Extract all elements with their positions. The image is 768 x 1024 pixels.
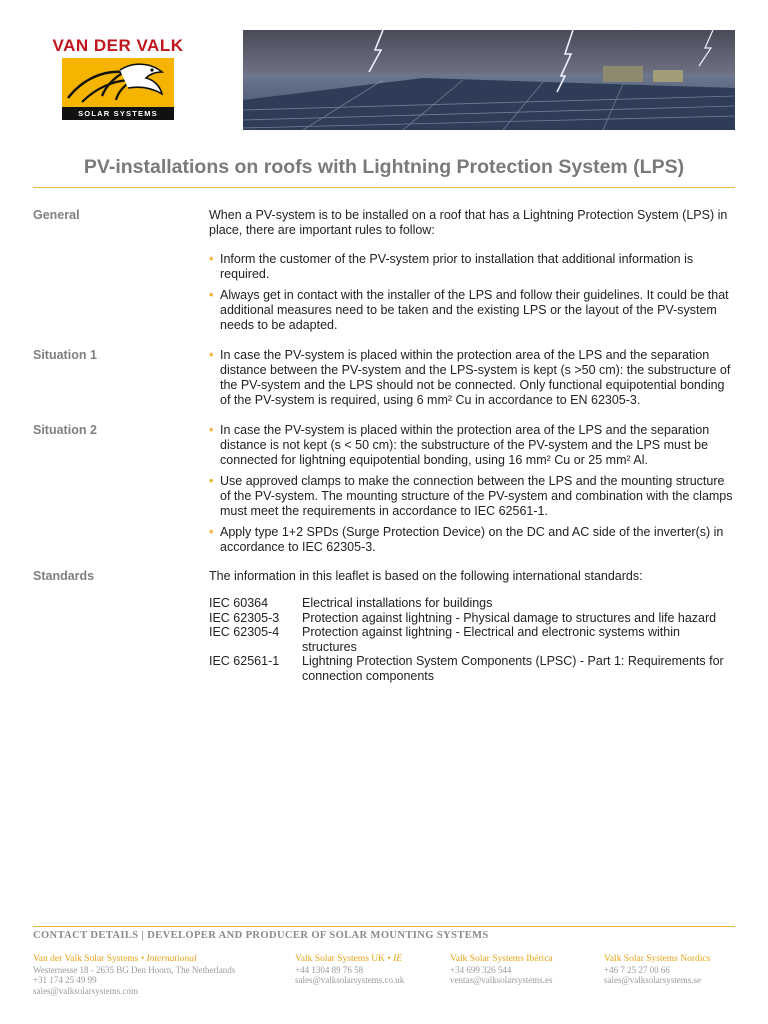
footer-heading: CONTACT DETAILS | DEVELOPER AND PRODUCER OF SOLAR MOUNTING SYSTEMS (33, 930, 489, 941)
footer-divider (33, 926, 735, 927)
table-row: IEC 62561-1 Lightning Protection System Components (LPSC) - Part 1: Requirements for connection components (209, 654, 724, 683)
contact-name: Valk Solar Systems UK (295, 954, 385, 964)
section-standards (209, 569, 737, 683)
eagle-emblem (62, 58, 174, 108)
logo-subtitle: SOLAR SYSTEMS (62, 107, 174, 120)
general-bullet-list (209, 252, 737, 333)
logo-wordmark: VAN DER VALK (52, 36, 184, 55)
contact-address: Westernesse 18 - 2635 BG Den Hoorn, The Netherlands (33, 964, 236, 975)
list-item: • Inform the customer of the PV-system prior to installation that additional information is required. (209, 252, 694, 281)
title-divider (33, 187, 735, 188)
table-row: IEC 62305-4 Protection against lightning - Electrical and electronic systems within structures (209, 625, 680, 654)
contact-nordics (604, 954, 744, 986)
contact-phone: +46 7 25 27 00 66 (604, 964, 670, 975)
list-item: • Apply type 1+2 SPDs (Surge Protection Device) on the DC and AC side of the inverter(s) in accordance to IEC 62305-3. (209, 525, 724, 554)
situation-1-bullet-list (209, 348, 737, 408)
list-item: • In case the PV-system is placed within the protection area of the LPS and the separation distance between the PV-system and the LPS-system is kept (s >50 cm): the substructure of the PV-system and the LPS should not be connected. Only functional equipotential bonding of the PV-system is required, using 6 mm² Cu in accordance to EN 62305-3. (209, 348, 731, 407)
standards-table (209, 596, 737, 683)
contact-uk: Valk Solar Systems UK • IE +44 1304 89 76 58 sales@valksolarsystems.co.uk (295, 954, 445, 986)
contact-iberica (450, 954, 600, 986)
contact-email[interactable]: ventas@valksolarsystems.es (450, 975, 553, 985)
situation-2-bullet-list (209, 423, 737, 555)
list-item: • Use approved clamps to make the connection between the LPS and the mounting structure of the PV-system. The mounting structure of the PV-system and combination with the clamps must meet the requirements in accordance to IEC 62561-1. (209, 474, 733, 518)
contact-international: Van der Valk Solar Systems • International Westernesse 18 - 2635 BG Den Hoorn, The Netherlands +31 174 25 49 99 sales@valksolarsystems.com (33, 954, 288, 996)
hero-photo (243, 30, 735, 130)
contact-name: Valk Solar Systems Ibérica (450, 954, 553, 964)
section-situation-1 (209, 348, 737, 414)
table-row: IEC 60364 Electrical installations for buildings (209, 596, 493, 610)
section-label-general: General (33, 208, 80, 222)
section-label-situation-2: Situation 2 (33, 423, 97, 437)
contact-name: Valk Solar Systems Nordics (604, 954, 711, 964)
section-label-standards: Standards (33, 569, 95, 583)
section-situation-2 (209, 423, 737, 561)
contact-phone: +31 174 25 49 99 (33, 975, 97, 985)
general-intro: When a PV-system is to be installed on a roof that has a Lightning Protection System (LPS) in place, there are important rules to follow: (209, 208, 728, 237)
contact-phone: +44 1304 89 76 58 (295, 964, 364, 975)
table-row: IEC 62305-3 Protection against lightning - Physical damage to structures and life hazard (209, 610, 717, 625)
section-label-situation-1: Situation 1 (33, 348, 97, 362)
list-item: • In case the PV-system is placed within the protection area of the LPS and the separation distance is not kept (s < 50 cm): the substructure of the PV-system and the LPS must be connected for lightning equipotential bonding, using 16 mm² Cu or 25 mm² Al. (209, 423, 710, 467)
company-logo (48, 36, 188, 122)
page-title: PV-installations on roofs with Lightning Protection System (LPS) (83, 156, 685, 178)
list-item: • Always get in contact with the installer of the LPS and follow their guidelines. It could be that additional measures need to be taken and the existing LPS or the layout of the PV-system needs to be adapted. (209, 288, 729, 332)
contact-email[interactable]: sales@valksolarsystems.se (604, 975, 702, 985)
contact-phone: +34 699 326 544 (450, 964, 512, 975)
contact-email[interactable]: sales@valksolarsystems.co.uk (295, 975, 405, 985)
standards-intro: The information in this leaflet is based on the following international standards: (209, 569, 643, 583)
contact-name: Van der Valk Solar Systems (33, 954, 139, 964)
section-general (209, 208, 737, 339)
contact-email[interactable]: sales@valksolarsystems.com (33, 985, 139, 996)
